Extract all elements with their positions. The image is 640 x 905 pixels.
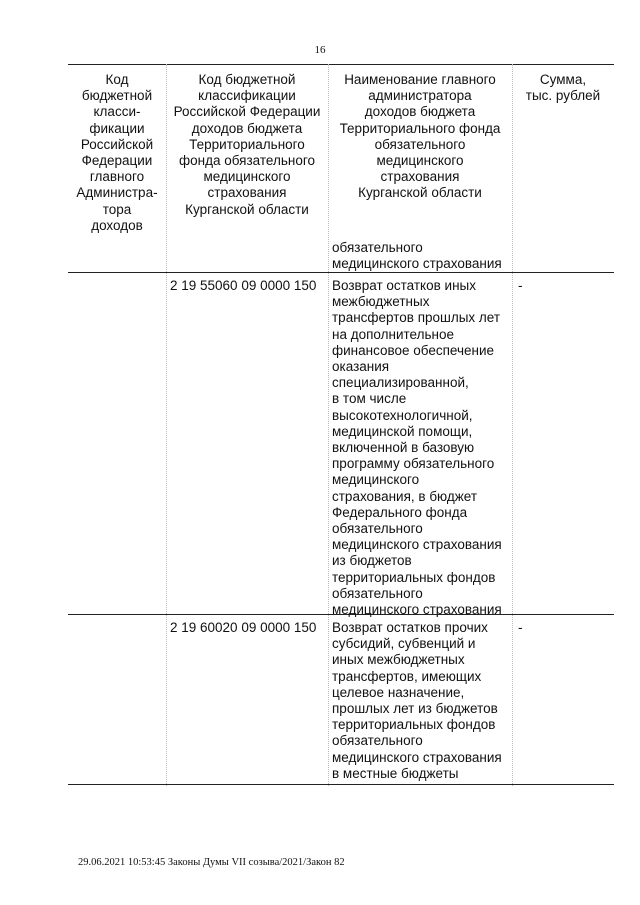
header-admin-code: Код бюджетной класси- фикации Российской Федерации главного Администра- тора доходов xyxy=(76,72,158,233)
continuation-text: обязательного медицинского страхования xyxy=(332,240,502,272)
table-bottom-border xyxy=(68,784,614,785)
table-row-code: 2 19 60020 09 0000 150 xyxy=(170,620,317,635)
header-budget-code: Код бюджетной классификации Российской Федерации доходов бюджета Территориального фонда обязательного медицинского страхования Курганской области xyxy=(173,72,321,217)
table-row-name: Возврат остатков иных межбюджетных трансфертов прошлых лет на дополнительное финансовое обеспечение оказания специализированной, в том числе высокотехнологичной, медицинской помощи, включенной в базовую программу обязательного медицинского страхования, в бюджет Федерального фонда обязательного медицинского страхования из бюджетов территориальных фондов обязательного медицинского страхования xyxy=(332,278,502,618)
table-top-border xyxy=(68,64,614,65)
header-amount: Сумма, тыс. рублей xyxy=(525,72,601,104)
column-separator xyxy=(512,64,513,786)
table-row-code: 2 19 55060 09 0000 150 xyxy=(170,278,317,293)
revenue-classification-table xyxy=(68,64,614,786)
header-name: Наименование главного администратора доходов бюджета Территориального фонда обязательного медицинского страхования Курганской области xyxy=(339,72,501,201)
table-row-amount: - xyxy=(518,278,523,293)
document-footer: 29.06.2021 10:53:45 Законы Думы VII созыва/2021/Закон 82 xyxy=(78,857,345,868)
table-row-name: Возврат остатков прочих субсидий, субвенций и иных межбюджетных трансфертов, имеющих целевое назначение, прошлых лет из бюджетов территориальных фондов обязательного медицинского страхования в местные бюджеты xyxy=(332,620,502,781)
table-row-amount: - xyxy=(518,620,523,635)
page-number: 16 xyxy=(314,44,326,56)
